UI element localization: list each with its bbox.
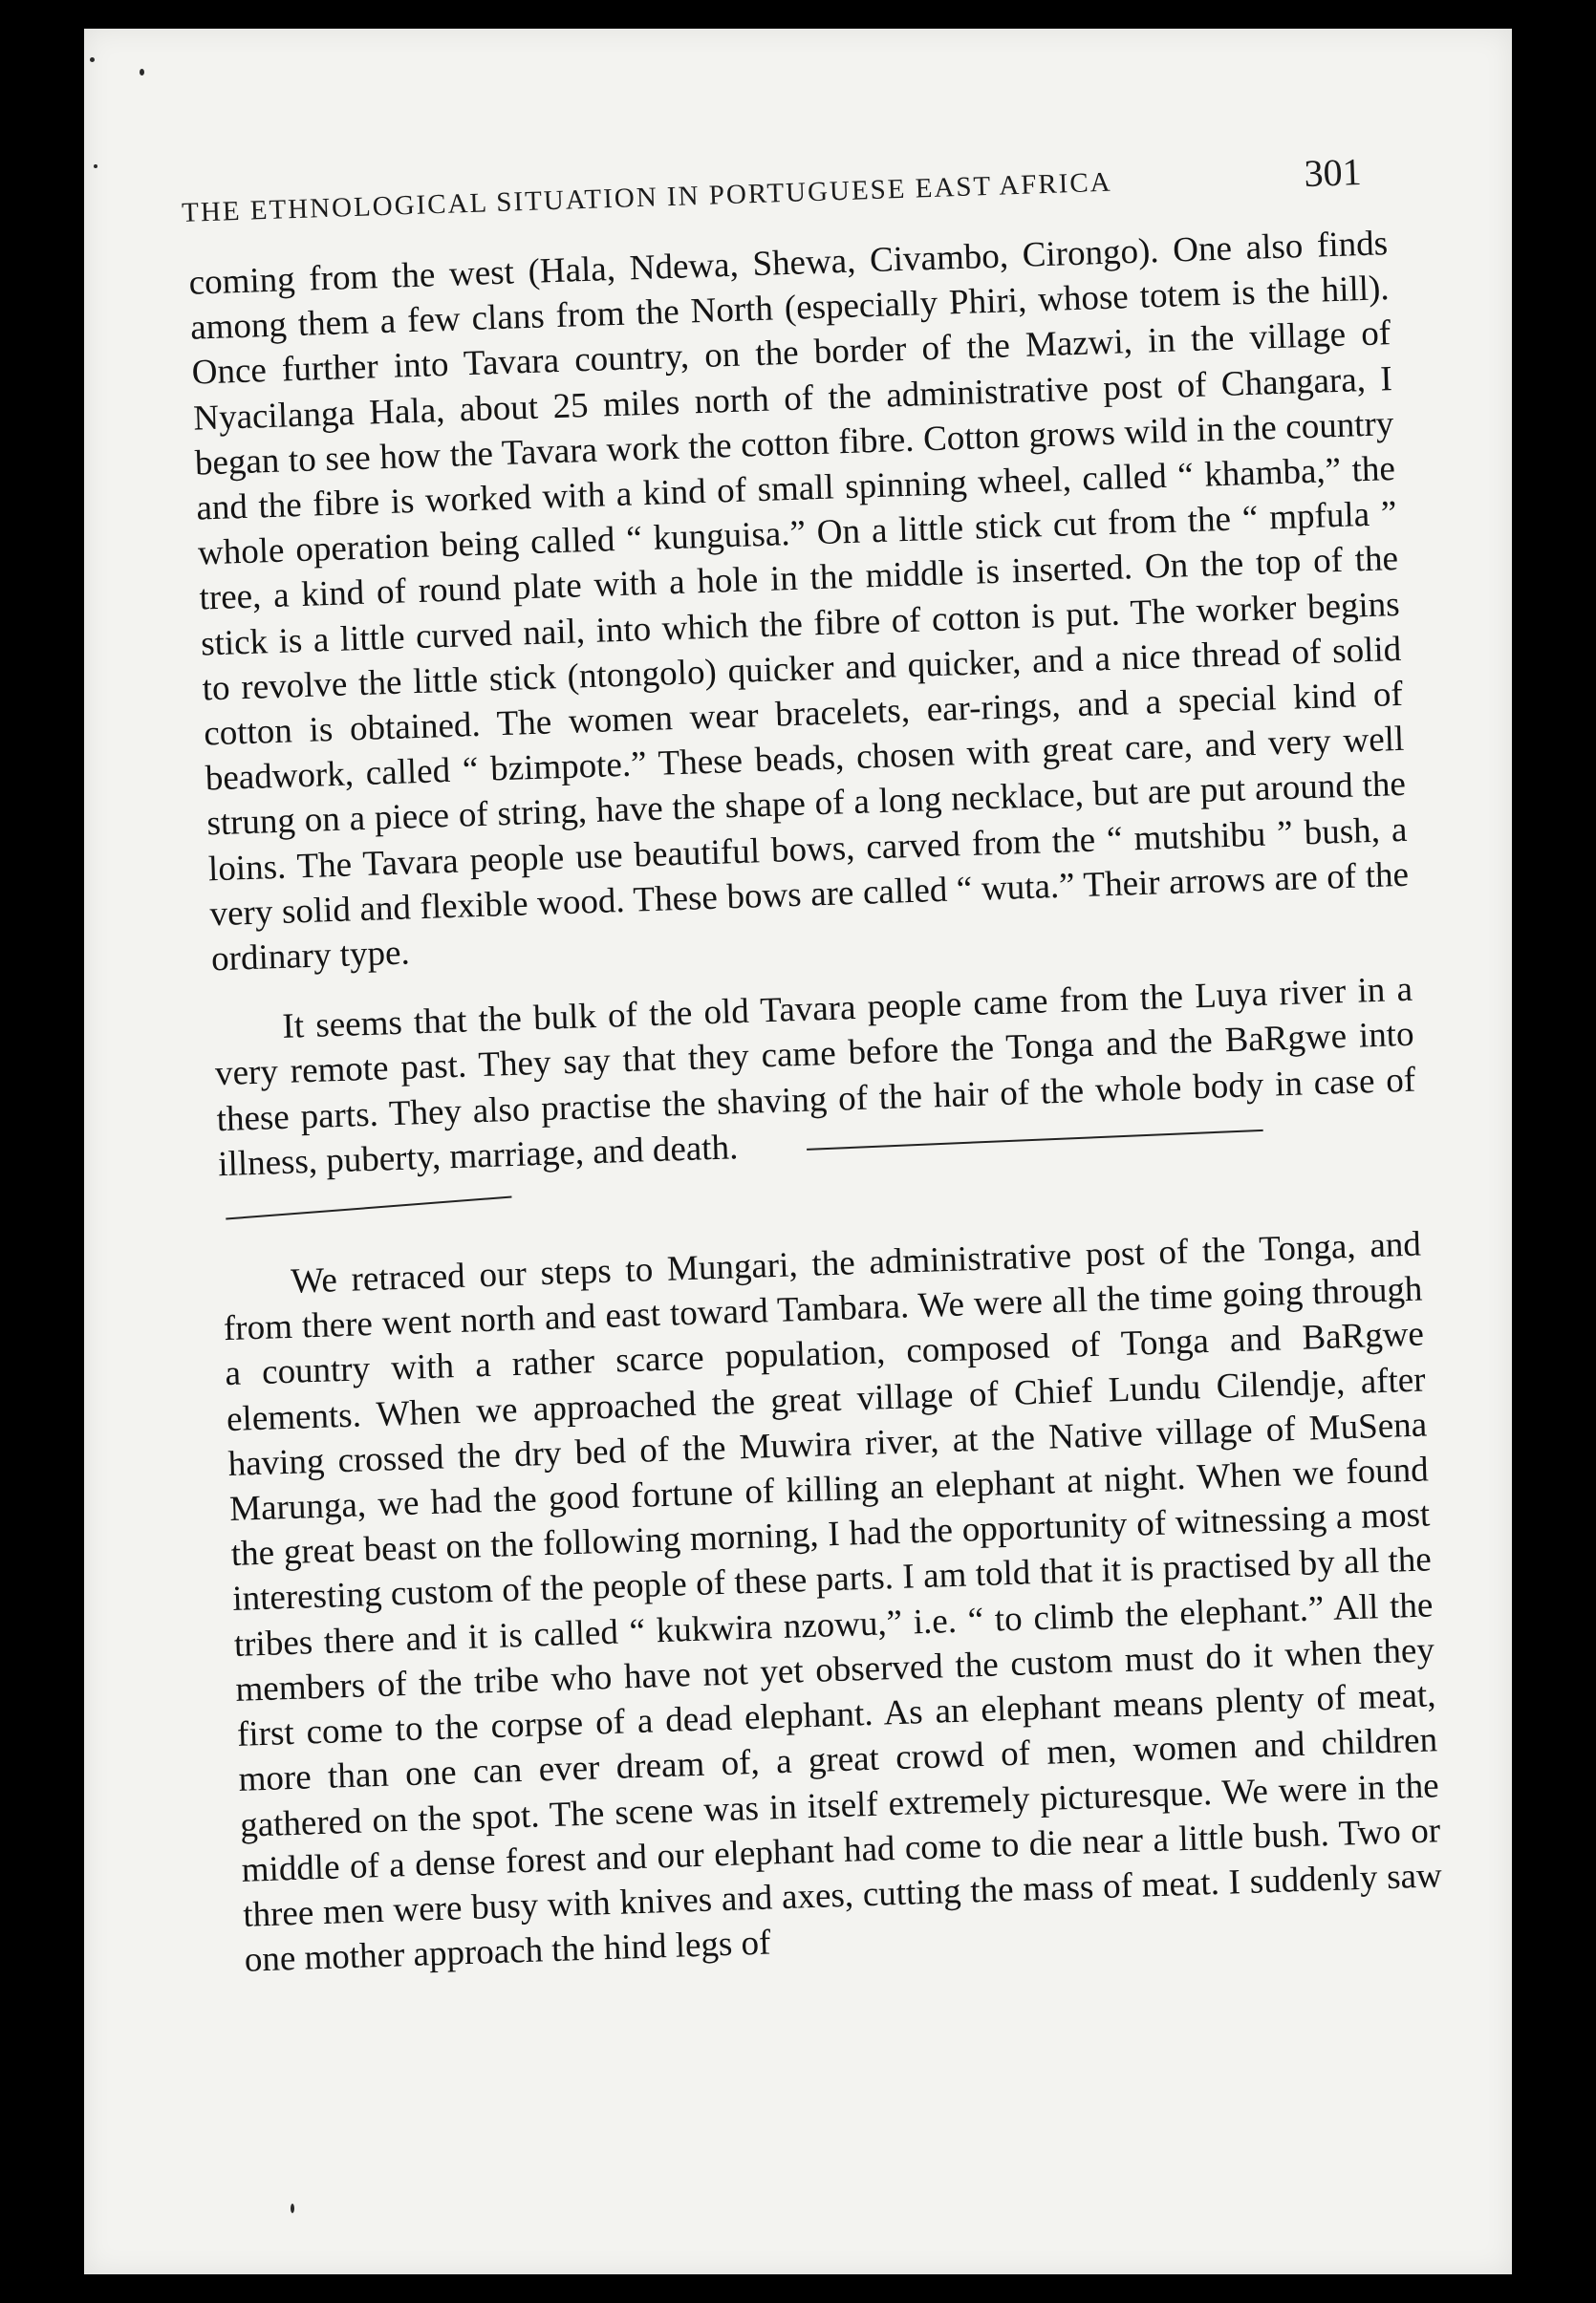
paragraph-tavara-origin: It seems that the bulk of the old Tavara people came from the Luya river in a very remote past. They say that they came before the Tonga and the BaRgwe into these parts. They also practise the shaving of the hair of the whole body in case of illness, puberty, marriage, and death.: [214, 969, 1416, 1185]
paragraph-continued: coming from the west (Hala, Ndewa, Shewa, Civambo, Cirongo). One also finds among them a few clans from the North (especially Phiri, whose totem is the hill). Once further into Tavara country, on the border of the Mazwi, in the village of Nyacilanga Hala, about 25 miles north of the administrative post of Changara, I began to see how the Tavara work the cotton fibre. Cotton grows wild in the country and the fibre is worked with a kind of small spinning wheel, called “ khamba,” the whole operation being called “ kunguisa.” On a little stick cut from the “ mpfula ” tree, a kind of round plate with a hole in the middle is inserted. On the top of the stick is a little curved nail, into which the fibre of cotton is put. The worker begins to revolve the little stick (ntongolo) quicker and quicker, and a nice thread of solid cotton is obtained. The women wear bracelets, ear-rings, and a special kind of beadwork, called “ bzimpote.” These beads, chosen with great care, and very well strung on a piece of string, have the shape of a long necklace, but are put around the loins. The Tavara people use beautiful bows, carved from the “ mutshibu ” bush, a very solid and flexible wood. These bows are called “ wuta.” Their arrows are of the ordinary type.: [188, 224, 1410, 979]
scanned-page: [84, 29, 1512, 2274]
page-content: [48, 6, 1549, 2297]
page-number: 301: [1303, 150, 1363, 195]
running-header: [181, 138, 1386, 235]
running-title: THE ETHNOLOGICAL SITUATION IN PORTUGUESE EAST AFRICA: [181, 166, 1113, 228]
paragraph-elephant-custom: We retraced our steps to Mungari, the administrative post of the Tonga, and from there went north and east toward Tambara. We were all the time going through a country with a rather scarce population, composed of Tonga and BaRgwe elements. When we approached the great village of Chief Lundu Cilendje, after having crossed the dry bed of the Muwira river, at the Native village of MuSena Marunga, we had the good fortune of killing an elephant at night. When we found the great beast on the following morning, I had the opportunity of witnessing a most interesting custom of the people of these parts. I am told that it is practised by all the tribes there and it is called “ kukwira nzowu,” i.e. “ to climb the elephant.” All the members of the tribe who have not yet observed the custom must do it when they first come to the corpse of a dead elephant. As an elephant means plenty of meat, more than one can ever dream of, a great crowd of men, women and children gathered on the spot. The scene was in itself extremely picturesque. We were in the middle of a dense forest and our elephant had come to die near a little bush. Two or three men were busy with knives and axes, cutting the mass of meat. I suddenly saw one mother approach the hind legs of: [223, 1224, 1443, 1980]
body-text: [188, 221, 1444, 1983]
